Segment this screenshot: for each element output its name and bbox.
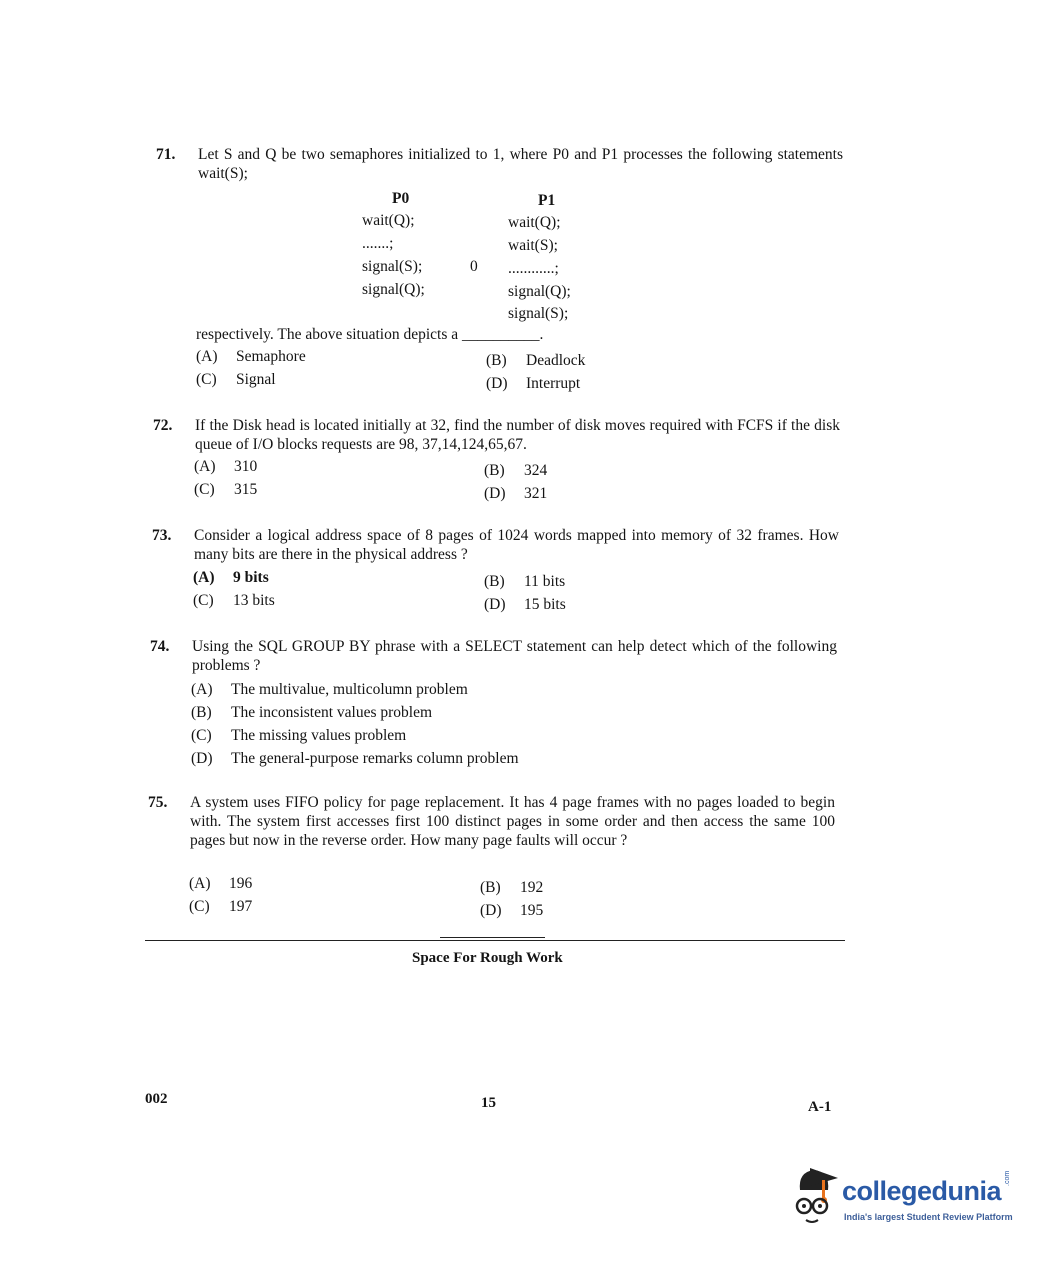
question-number: 74.	[150, 638, 170, 655]
mascot-icon	[780, 1160, 840, 1230]
question-stem: Consider a logical address space of 8 pages of 1024 words mapped into memory of 32 frames. How many bits are there in the physical address ?	[194, 527, 839, 563]
rough-work-label: Space For Rough Work	[412, 950, 563, 966]
option-a: (A) The multivalue, multicolumn problem	[191, 681, 468, 698]
question-stem: Using the SQL GROUP BY phrase with a SELECT statement can help detect which of the following problems ?	[192, 638, 837, 674]
page-number: 15	[481, 1095, 496, 1111]
option-b: (B) The inconsistent values problem	[191, 704, 433, 721]
question-number: 71.	[156, 146, 176, 163]
brand-suffix: .com	[1004, 1170, 1011, 1186]
p0-line-4: signal(Q);	[362, 281, 425, 298]
option-c: (C) Signal	[196, 371, 276, 388]
option-a: (A) 196	[189, 875, 253, 892]
question-number: 73.	[152, 527, 172, 544]
option-b: (B) 11 bits	[484, 573, 566, 590]
footer-code: 002	[145, 1091, 168, 1107]
rough-work-divider	[145, 940, 845, 941]
option-b: (B) Deadlock	[486, 352, 586, 369]
brand-tagline: India's largest Student Review Platform	[844, 1212, 1013, 1222]
option-d: (D) The general-purpose remarks column problem	[191, 750, 519, 767]
option-d: (D) 195	[480, 902, 544, 919]
question-stem: Let S and Q be two semaphores initialized to 1, where P0 and P1 processes the following statements wait(S);	[198, 146, 843, 182]
p1-line-5: signal(S);	[508, 305, 569, 322]
middle-zero: 0	[470, 258, 478, 275]
question-75	[148, 793, 848, 873]
option-a: (A) 310	[194, 458, 258, 475]
option-b: (B) 192	[480, 879, 544, 896]
option-c: (C) 13 bits	[193, 592, 275, 609]
booklet-series: A-1	[808, 1099, 832, 1115]
p0-line-3: signal(S);	[362, 258, 423, 275]
collegedunia-logo	[780, 1160, 1020, 1230]
option-b: (B) 324	[484, 462, 548, 479]
brand-name: collegedunia	[842, 1176, 1002, 1206]
question-stem: A system uses FIFO policy for page replacement. It has 4 page frames with no pages loaded to begin with. The system first accesses first 100 distinct pages in some order and then access the same 100 pages but now in the reverse order. How many page faults will occur ?	[190, 794, 835, 849]
question-number: 75.	[148, 794, 168, 811]
p0-line-1: wait(Q);	[362, 212, 415, 229]
question-tail: respectively. The above situation depicts a __________.	[196, 326, 544, 343]
option-c: (C) 315	[194, 481, 258, 498]
option-c: (C) 197	[189, 898, 253, 915]
p1-line-1: wait(Q);	[508, 214, 561, 231]
option-a: (A) Semaphore	[196, 348, 306, 365]
option-d: (D) Interrupt	[486, 375, 581, 392]
question-74	[150, 637, 850, 677]
option-a: (A) 9 bits	[193, 569, 269, 586]
p1-line-3: ............;	[508, 260, 559, 277]
question-73	[152, 526, 852, 566]
p1-line-2: wait(S);	[508, 237, 558, 254]
option-d: (D) 15 bits	[484, 596, 566, 613]
p0-header: P0	[392, 190, 410, 207]
p1-line-4: signal(Q);	[508, 283, 571, 300]
question-number: 72.	[153, 417, 173, 434]
rough-work-divider-short	[440, 937, 545, 938]
p1-header: P1	[538, 192, 556, 209]
question-72	[153, 416, 853, 456]
question-stem: If the Disk head is located initially at 32, find the number of disk moves required with FCFS if the disk queue of I/O blocks requests are 98, 37,14,124,65,67.	[195, 417, 840, 453]
option-d: (D) 321	[484, 485, 548, 502]
option-c: (C) The missing values problem	[191, 727, 407, 744]
p0-line-2: .......;	[362, 235, 394, 252]
